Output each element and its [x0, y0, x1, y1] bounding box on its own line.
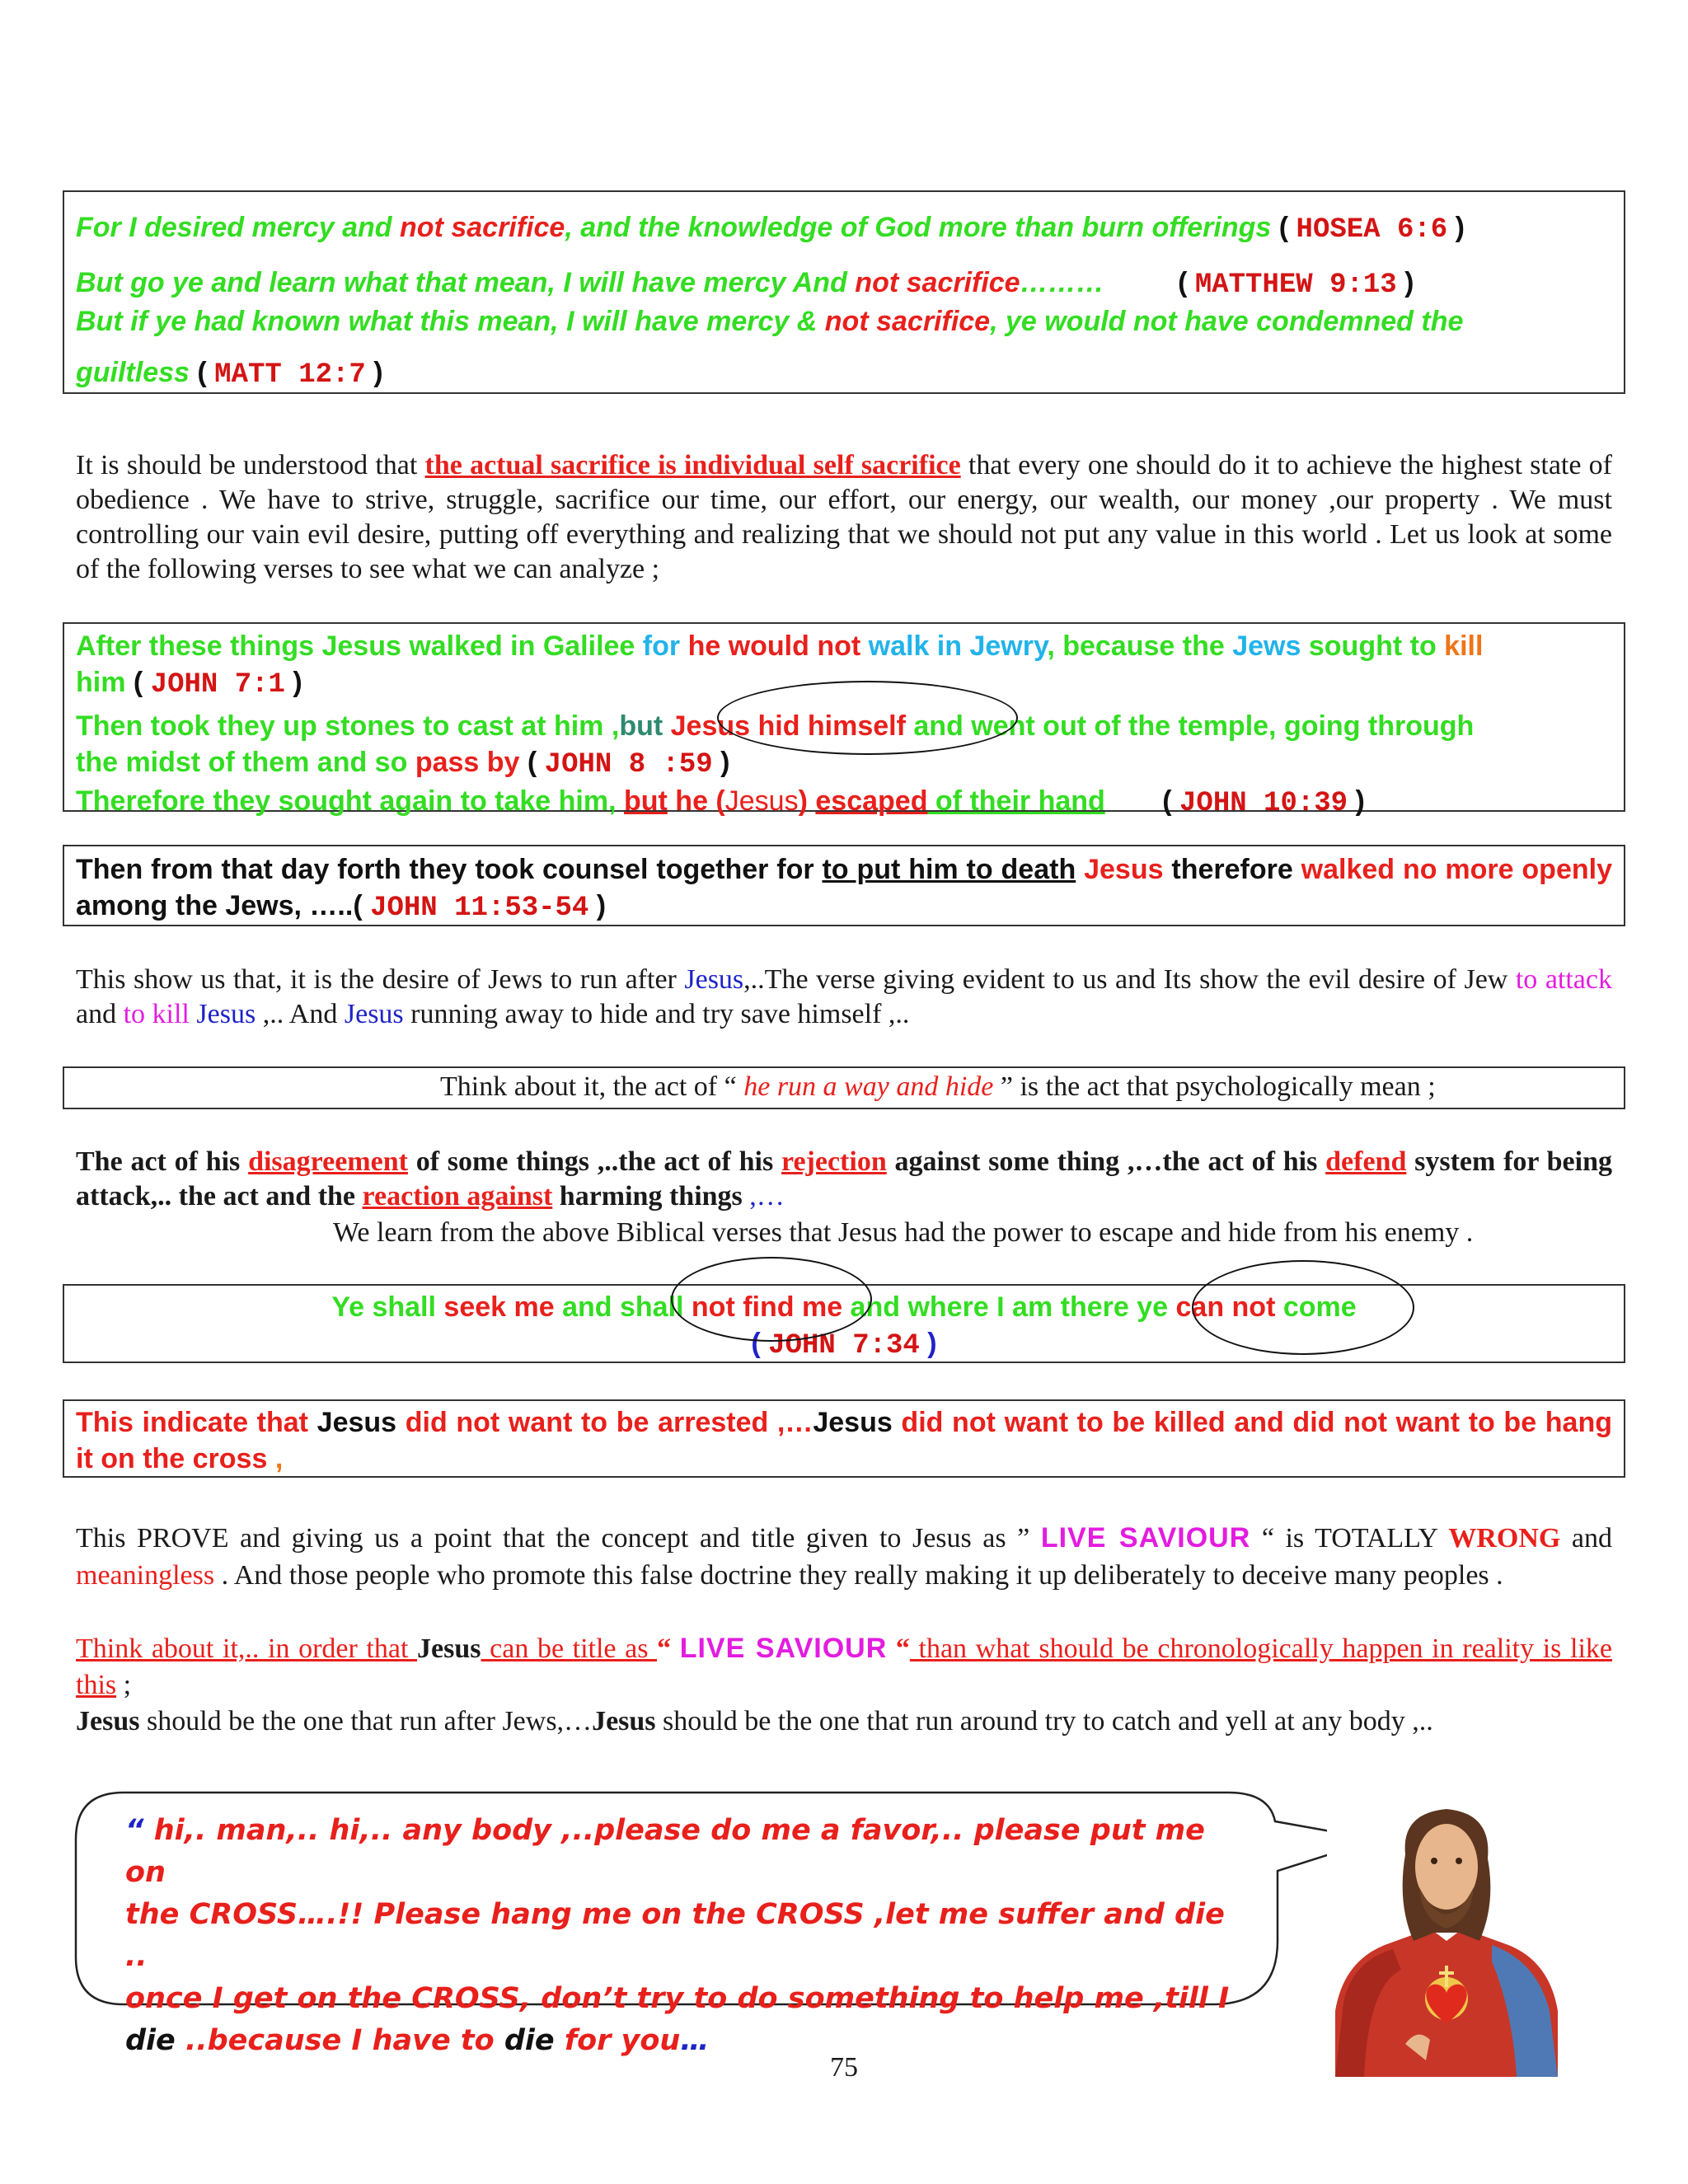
verse-hosea: For I desired mercy and not sacrifice, and the knowledge of God more than burn offerings ( HOSEA 6:6 )	[76, 212, 1465, 246]
paragraph-live-saviour: This PROVE and giving us a point that the concept and title given to Jesus as ” LIVE SAVIOUR “ is TOTALLY WRONG and meaningless . And those people who promote this false doctrine they really making it up deliberately to deceive many peoples .	[76, 1522, 1613, 1591]
circle-annotation-not-find-me	[671, 1257, 872, 1342]
ref-john-7-1: JOHN 7:1	[150, 669, 285, 701]
paragraph-act-of-his: The act of his disagreement of some things ,..the act of his rejection against some thing ,…the act of his defend system for being attack,.. the act and the reaction against harming things ,…	[76, 1146, 1612, 1212]
ref-hosea: HOSEA 6:6	[1296, 214, 1448, 246]
ref-john-7-34: JOHN 7:34	[768, 1330, 920, 1361]
quote-box-jesus-hid: After these things Jesus walked in Galilee for he would not walk in Jewry, because the Jews sought to kill him ( JOHN 7:1 ) Then took they up stones to cast at him ,but Jesus hid himself and went out of the temple, going through the midst of them and so pass by ( JOHN 8 :59 ) Therefore they sought again to take him, but he (Jesus) escaped of their hand ( JOHN 10:39 )	[63, 622, 1625, 812]
circle-annotation-jesus-hid-himself	[717, 681, 1018, 755]
line-biblical-verses: We learn from the above Biblical verses that Jesus had the power to escape and hide from his enemy .	[333, 1217, 1474, 1248]
sacred-heart-jesus-icon	[1327, 1797, 1566, 2077]
ref-john-8-59: JOHN 8 :59	[544, 749, 713, 780]
paragraph-think-about-it: Think about it,.. in order that Jesus can be title as “ LIVE SAVIOUR “ than what should be chronologically happen in reality is like this ;	[76, 1633, 1612, 1700]
paragraph-run-after-jews: Jesus should be the one that run after Jews,…Jesus should be the one that run around try to catch and yell at any body ,..	[76, 1706, 1433, 1736]
circle-annotation-can-not-come	[1192, 1260, 1414, 1355]
quote-box-counsel: Then from that day forth they took counsel together for to put him to death Jesus therefore walked no more openly among the Jews, …..( JOHN 11:53-54 )	[63, 845, 1625, 926]
verse-matthew-9-13: But go ye and learn what that mean, I will have mercy And not sacrifice……… ( MATTHEW 9:13 )	[76, 267, 1414, 301]
paragraph-self-sacrifice: It is should be understood that the actual sacrifice is individual self sacrifice that every one should do it to achieve the highest state of obedience . We have to strive, struggle, sacrifice our time, our effort, our energy, our wealth, our money ,our property . We must controlling our vain evil desire, putting off everything and realizing that we should not put any value in this world . Let us look at some of the following verses to see what we can analyze ;	[76, 450, 1612, 584]
think-about-it-box: Think about it, the act of “ he run a way and hide ” is the act that psychologically mean ;	[63, 1066, 1625, 1109]
paragraph-desire-of-jews: This show us that, it is the desire of Jews to run after Jesus,..The verse giving evident to us and Its show the evil desire of Jew to attack and to kill Jesus ,.. And Jesus running away to hide and try save himself ,..	[76, 964, 1612, 1029]
ref-john-10-39: JOHN 10:39	[1179, 788, 1348, 819]
quote-box-did-not-want: This indicate that Jesus did not want to be arrested ,…Jesus did not want to be killed and did not want to be hang it on the cross ,	[63, 1399, 1625, 1478]
page-number: 75	[830, 2052, 858, 2083]
ref-john-11: JOHN 11:53-54	[370, 893, 589, 924]
quote-box-mercy: For I desired mercy and not sacrifice, and the knowledge of God more than burn offerings ( HOSEA 6:6 ) But go ye and learn what that mean, I will have mercy And not sacrifice……… ( MATTHEW 9:13 ) But if ye had known what this mean, I will have mercy & not sacrifice, ye would not have condemned the guiltless ( MATT 12:7 )	[63, 190, 1625, 394]
quote-box-john-7-34: Ye shall seek me and shall not find me and where I am there ye can not come ( JOHN 7:34 )	[63, 1284, 1625, 1363]
ref-matthew: MATTHEW 9:13	[1194, 269, 1397, 301]
ref-matt-12: MATT 12:7	[214, 359, 366, 391]
speech-bubble-text: “ hi,. man,.. hi,.. any body ,..please do me a favor,.. please put me on the CROSS….!! Please hang me on the CROSS ,let me suffer and die .. once I get on the CROSS, don’t try to do something to help me ,till I die ..because I have to die for you…	[125, 1814, 1230, 2057]
verse-matt-12-7: But if ye had known what this mean, I will have mercy & not sacrifice, ye would not have condemned the	[76, 306, 1464, 337]
